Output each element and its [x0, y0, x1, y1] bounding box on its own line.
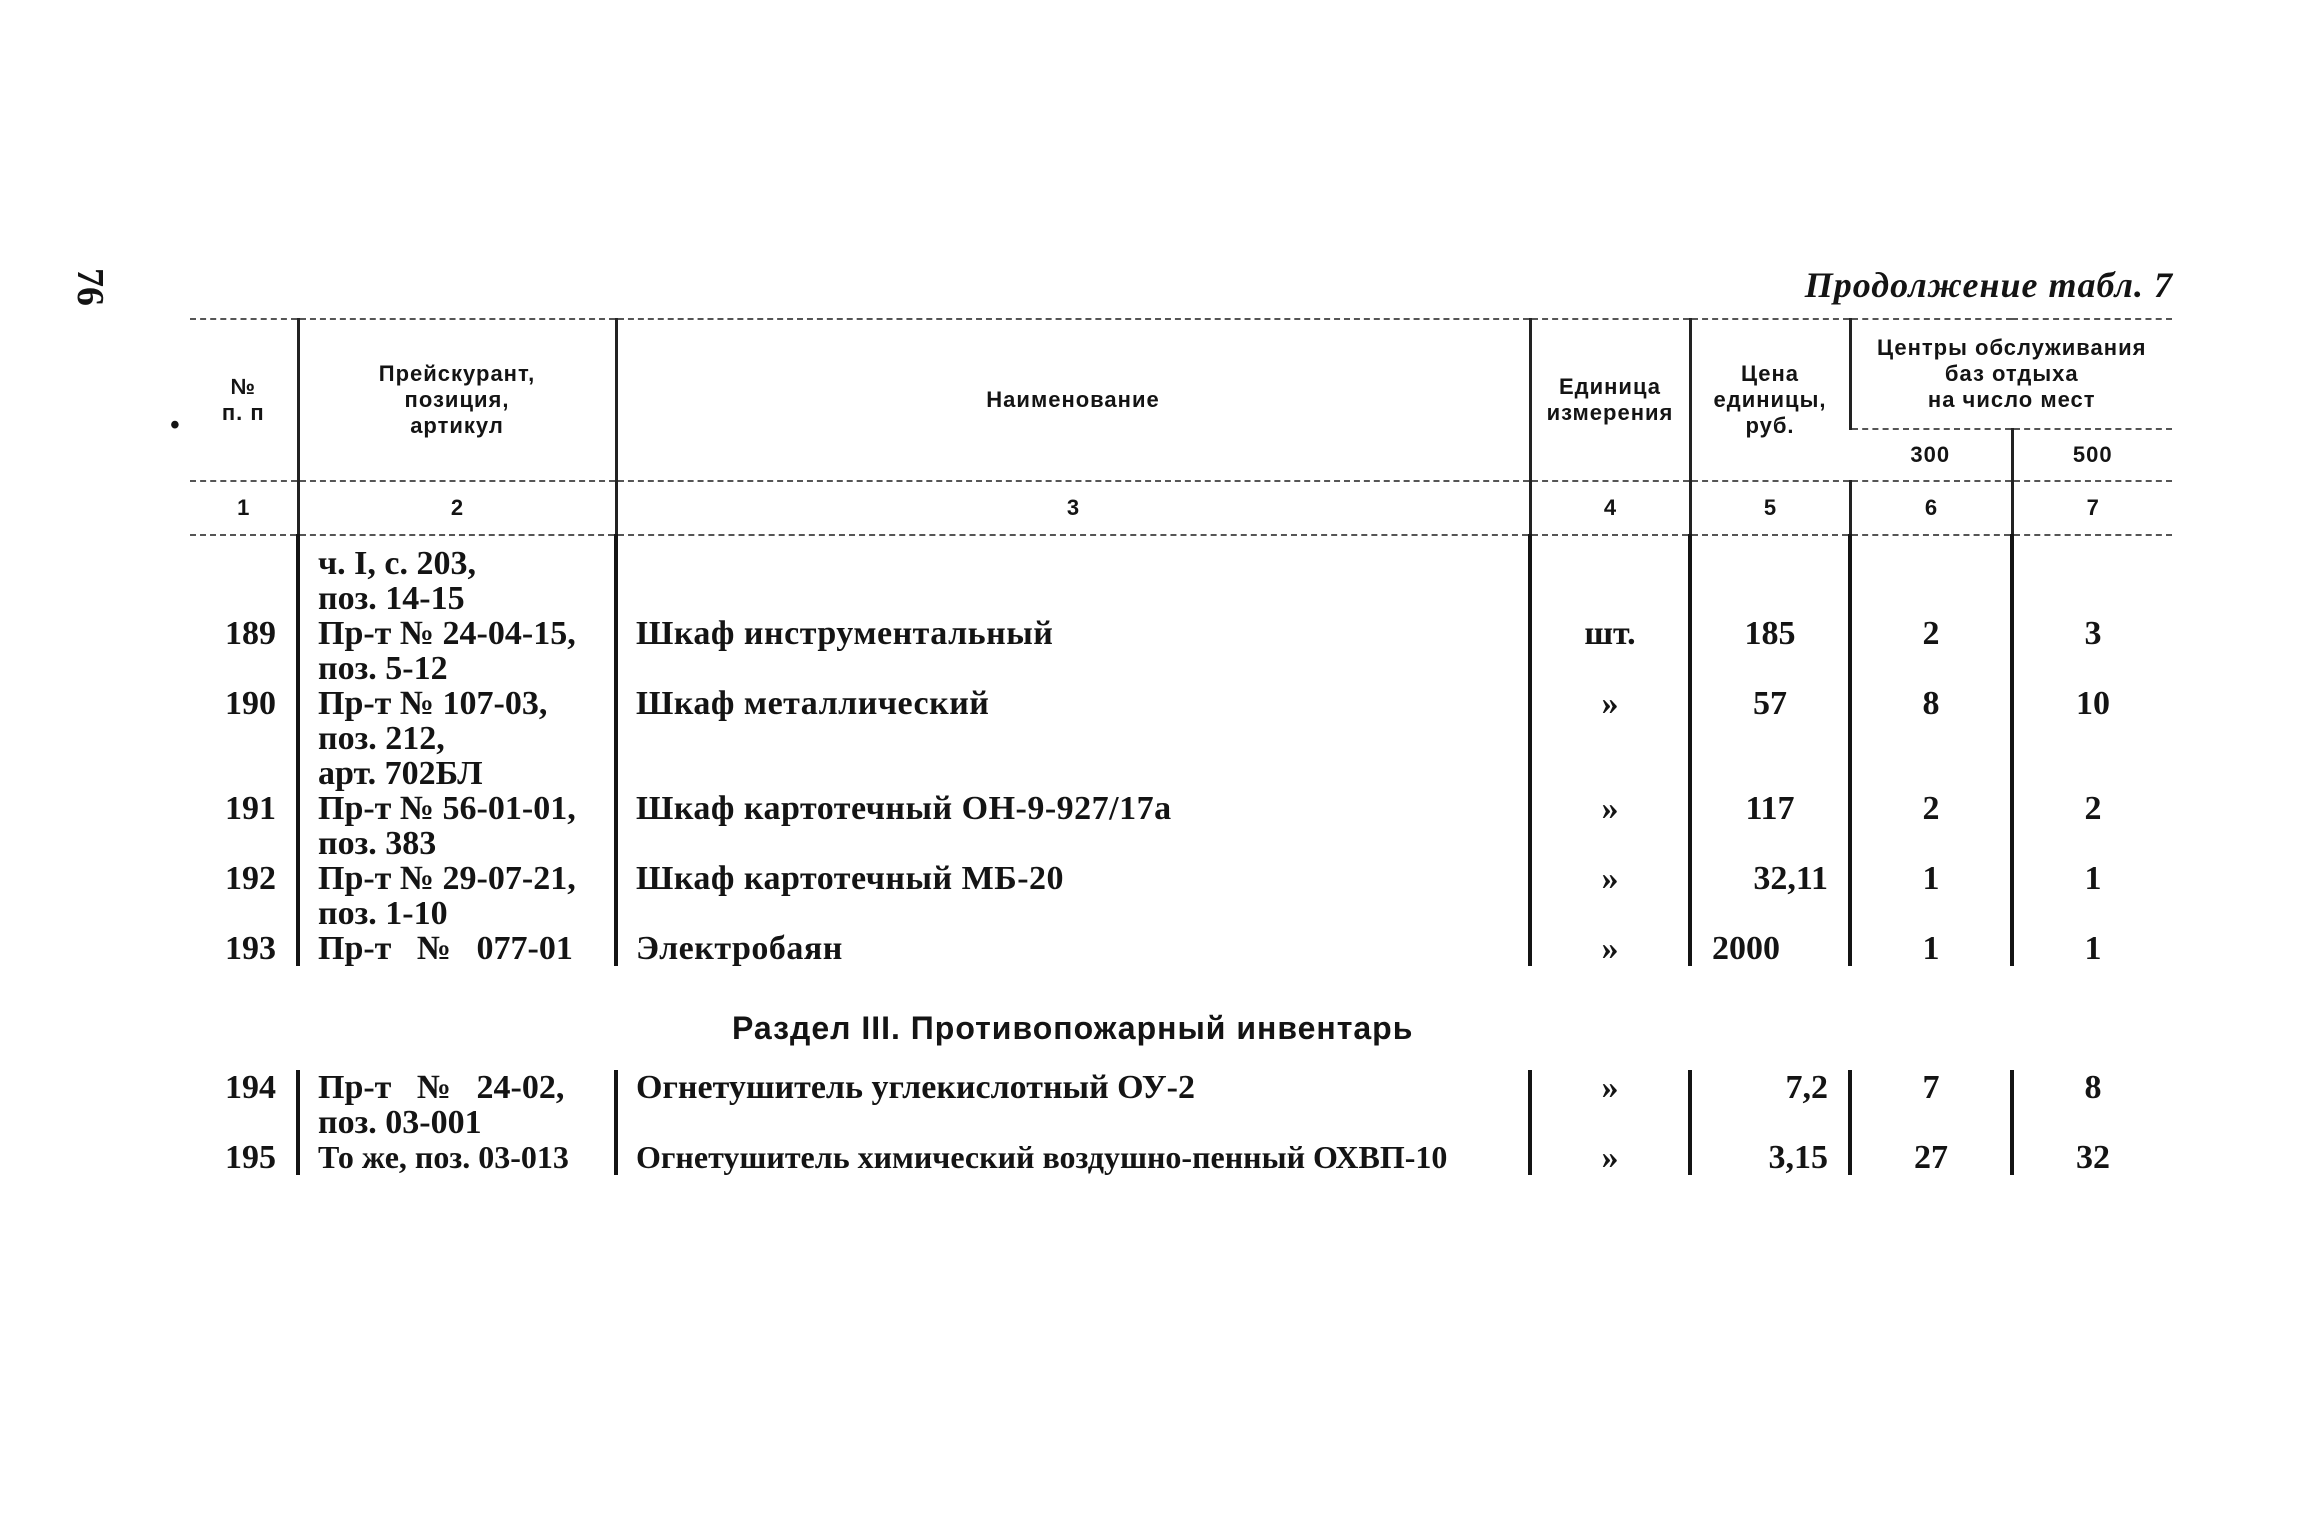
row-qty-500: 1 [2012, 861, 2172, 931]
row-qty-300: 27 [1850, 1140, 2012, 1175]
row-qty-300: 2 [1850, 616, 2012, 686]
header-group: Центры обслуживания баз отдыха на число мест [1850, 319, 2172, 429]
header-name: Наименование [616, 319, 1530, 481]
column-number: 2 [298, 481, 616, 535]
row-price [1690, 546, 1850, 616]
table-row [190, 1070, 2172, 1140]
row-number [190, 546, 298, 616]
row-unit: шт. [1530, 616, 1690, 686]
row-pricelist: Пр-т № 107-03, поз. 212, арт. 702БЛ [298, 686, 616, 791]
table-row [190, 861, 2172, 931]
row-qty-500: 10 [2012, 686, 2172, 791]
row-number: 194 [225, 1069, 276, 1106]
row-price: 32,11 [1690, 861, 1850, 931]
table-row [190, 546, 2172, 616]
main-table [190, 318, 2172, 966]
margin-bullet: • [170, 410, 180, 441]
row-unit: » [1530, 1140, 1690, 1175]
header-300: 300 [1850, 429, 2012, 481]
column-number: 1 [190, 481, 298, 535]
row-unit: » [1530, 791, 1690, 861]
row-qty-500: 3 [2012, 616, 2172, 686]
row-price: 185 [1690, 616, 1850, 686]
row-unit [1530, 546, 1690, 616]
row-number: 190 [225, 685, 276, 722]
row-qty-300 [1850, 546, 2012, 616]
row-qty-300: 8 [1850, 686, 2012, 791]
row-pricelist: ч. I, с. 203, поз. 14-15 [298, 546, 616, 616]
row-qty-300: 7 [1850, 1070, 2012, 1140]
header-pricelist: Прейскурант, позиция, артикул [298, 319, 616, 481]
row-name: Электробаян [616, 931, 1530, 966]
row-unit: » [1530, 931, 1690, 966]
row-unit: » [1530, 861, 1690, 931]
row-number: 192 [225, 860, 276, 897]
column-numbers-row [190, 481, 2172, 535]
page-number: 76 [69, 268, 111, 306]
row-name: Шкаф картотечный МБ-20 [616, 861, 1530, 931]
row-number: 191 [225, 790, 276, 827]
row-name: Огнетушитель химический воздушно-пенный ОХВП-10 [616, 1140, 1530, 1175]
table-row [190, 686, 2172, 791]
row-qty-500: 8 [2012, 1070, 2172, 1140]
header-price: Цена единицы, руб. [1690, 319, 1850, 481]
table-caption: Продолжение табл. 7 [1804, 265, 2173, 305]
row-number: 189 [225, 615, 276, 652]
row-unit: » [1530, 1070, 1690, 1140]
row-price: 3,15 [1690, 1140, 1850, 1175]
row-qty-300: 1 [1850, 931, 2012, 966]
row-qty-300: 1 [1850, 861, 2012, 931]
row-name [616, 546, 1530, 616]
table-row [190, 931, 2172, 966]
row-number: 193 [225, 930, 276, 967]
row-price: 57 [1690, 686, 1850, 791]
column-number: 6 [1850, 481, 2012, 535]
row-number: 195 [225, 1139, 276, 1176]
row-pricelist: Пр-т № 24-02, поз. 03-001 [298, 1070, 616, 1140]
row-name: Шкаф картотечный ОН-9-927/17а [616, 791, 1530, 861]
table-row [190, 791, 2172, 861]
row-price: 7,2 [1690, 1070, 1850, 1140]
header-unit: Единица измерения [1530, 319, 1690, 481]
header-row [190, 319, 2172, 429]
row-name: Шкаф металлический [616, 686, 1530, 791]
column-number: 5 [1690, 481, 1850, 535]
row-pricelist: Пр-т № 29-07-21, поз. 1-10 [298, 861, 616, 931]
row-qty-500 [2012, 546, 2172, 616]
row-qty-500: 32 [2012, 1140, 2172, 1175]
row-unit: » [1530, 686, 1690, 791]
section-table [190, 1070, 2172, 1175]
section-title: Раздел III. Противопожарный инвентарь [732, 1010, 1414, 1046]
row-pricelist: Пр-т № 56-01-01, поз. 383 [298, 791, 616, 861]
column-number: 3 [616, 481, 1530, 535]
row-qty-300: 2 [1850, 791, 2012, 861]
row-qty-500: 1 [2012, 931, 2172, 966]
column-number: 7 [2012, 481, 2172, 535]
row-price: 117 [1690, 791, 1850, 861]
row-pricelist: То же, поз. 03-013 [298, 1140, 616, 1175]
table-row [190, 616, 2172, 686]
header-number: № п. п [190, 319, 298, 481]
row-pricelist: Пр-т № 24-04-15, поз. 5-12 [298, 616, 616, 686]
row-pricelist: Пр-т № 077-01 [298, 931, 616, 966]
row-price: 2000 [1690, 931, 1850, 966]
table-row [190, 1140, 2172, 1175]
header-500: 500 [2012, 429, 2172, 481]
row-name: Огнетушитель углекислотный ОУ-2 [616, 1070, 1530, 1140]
column-number: 4 [1530, 481, 1690, 535]
row-qty-500: 2 [2012, 791, 2172, 861]
row-name: Шкаф инструментальный [616, 616, 1530, 686]
